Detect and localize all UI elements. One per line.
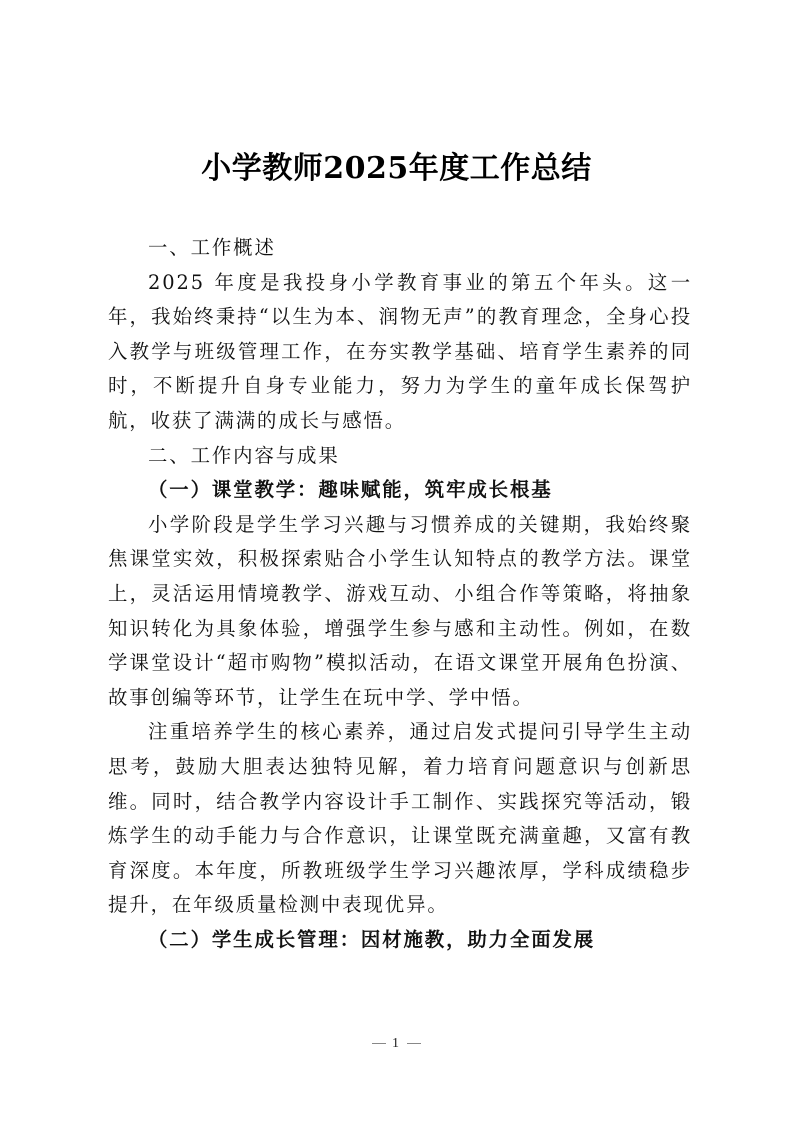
paragraph-classroom-teaching-2: 注重培养学生的核心素养，通过启发式提问引导学生主动思考，鼓励大胆表达独特见解，着力培育问题意识与创新思维。同时，结合教学内容设计手工制作、实践探究等活动，锻炼学生的动手能力与合作意识，让课堂既充满童趣，又富有教育深度。本年度，所教班级学生学习兴趣浓厚，学科成绩稳步提升，在年级质量检测中表现优异。 — [108, 720, 692, 917]
document-title: 小学教师2025年度工作总结 — [201, 151, 592, 186]
subsection-heading-classroom-teaching: （一）课堂教学：趣味赋能，筑牢成长根基 — [148, 478, 553, 502]
page-number-value: 1 — [392, 1036, 401, 1051]
section-heading-content-results: 二、工作内容与成果 — [148, 443, 340, 467]
paragraph-overview: 2025 年度是我投身小学教育事业的第五个年头。这一年，我始终秉持“以生为本、润物无声”的教育理念，全身心投入教学与班级管理工作，在夯实教学基础、培育学生素养的同时，不断提升自身专业能力，努力为学生的童年成长保驾护航，收获了满满的成长与感悟。 — [108, 270, 692, 432]
paragraph-classroom-teaching-1: 小学阶段是学生学习兴趣与习惯养成的关键期，我始终聚焦课堂实效，积极探索贴合小学生认知特点的教学方法。课堂上，灵活运用情境教学、游戏互动、小组合作等策略，将抽象知识转化为具象体验，增强学生参与感和主动性。例如，在数学课堂设计“超市购物”模拟活动，在语文课堂开展角色扮演、故事创编等环节，让学生在玩中学、学中悟。 — [108, 512, 692, 709]
subsection-heading-student-growth: （二）学生成长管理：因材施教，助力全面发展 — [148, 927, 596, 951]
page-number — [0, 1036, 793, 1052]
page-number-left-dash — [372, 1043, 386, 1044]
page-number-right-dash — [407, 1043, 421, 1044]
document-body — [108, 231, 692, 957]
section-heading-overview: 一、工作概述 — [148, 236, 276, 259]
